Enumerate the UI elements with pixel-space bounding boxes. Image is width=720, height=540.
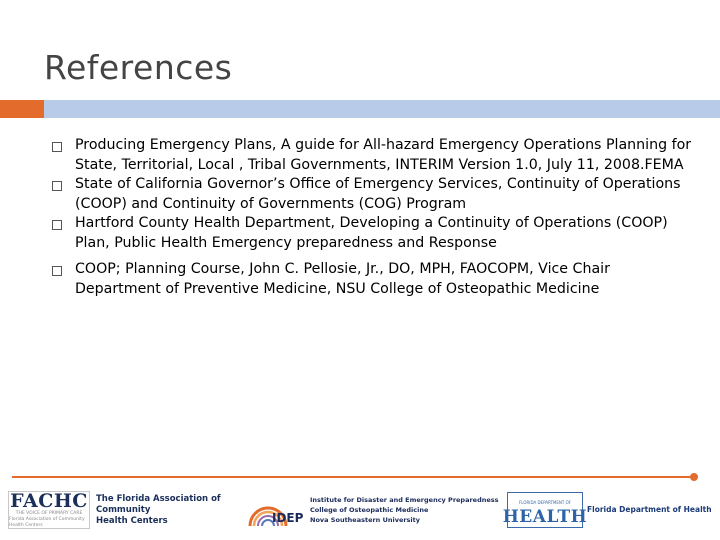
title-accent-band [0,100,44,118]
square-bullet-icon [52,266,62,276]
fachc-name-line: Health Centers [96,515,168,526]
health-wordmark: HEALTH [502,507,588,527]
reference-item [52,175,692,214]
fachc-name [96,494,236,527]
reference-list [52,136,692,299]
health-top-text: FLORIDA DEPARTMENT OF [518,500,572,505]
square-bullet-icon [52,181,62,191]
fachc-name-line: The Florida Association of Community [96,493,221,515]
reference-text: Hartford County Health Department, Developing a Continuity of Operations (COOP) Plan, Public Health Emergency preparedness and Response [75,215,668,251]
health-name: Florida Department of Health [587,505,712,514]
idep-name-line: Institute for Disaster and Emergency Preparedness [310,496,499,504]
fachc-tagline: THE VOICE OF PRIMARY CARE [15,511,83,516]
divider-end-dot-icon [690,473,698,481]
square-bullet-icon [52,220,62,230]
reference-text: COOP; Planning Course, John C. Pellosie, Jr., DO, MPH, FAOCOPM, Vice Chair Department of Preventive Medicine, NSU College of Osteopathic Medicine [75,261,610,297]
florida-health-logo [502,490,717,530]
reference-text: State of California Governor’s Office of Emergency Services, Continuity of Operations (COOP) and Continuity of Governments (COG) Program [75,176,681,212]
fachc-logo [8,490,238,530]
reference-item [52,136,692,175]
fachc-wordmark: FACHC [10,490,88,512]
health-logo-mark [502,492,588,528]
idep-name-line: Nova Southeastern University [310,516,421,524]
idep-wordmark: IDEP [272,511,304,525]
idep-swirl-icon [244,490,308,530]
fachc-subline: Florida Association of Community Health Centers [9,517,85,528]
idep-name-line: College of Osteopathic Medicine [310,506,429,514]
square-bullet-icon [52,142,62,152]
reference-item [52,260,692,299]
reference-item [52,214,692,253]
idep-name [310,495,510,525]
fachc-logo-mark [8,491,90,529]
title-band [44,100,720,118]
footer-divider [12,476,694,478]
slide-title: References [44,48,233,87]
idep-logo [244,490,514,530]
reference-text: Producing Emergency Plans, A guide for All-hazard Emergency Operations Planning for State, Territorial, Local , Tribal Governments, INTERIM Version 1.0, July 11, 2008.FEMA [75,137,692,173]
